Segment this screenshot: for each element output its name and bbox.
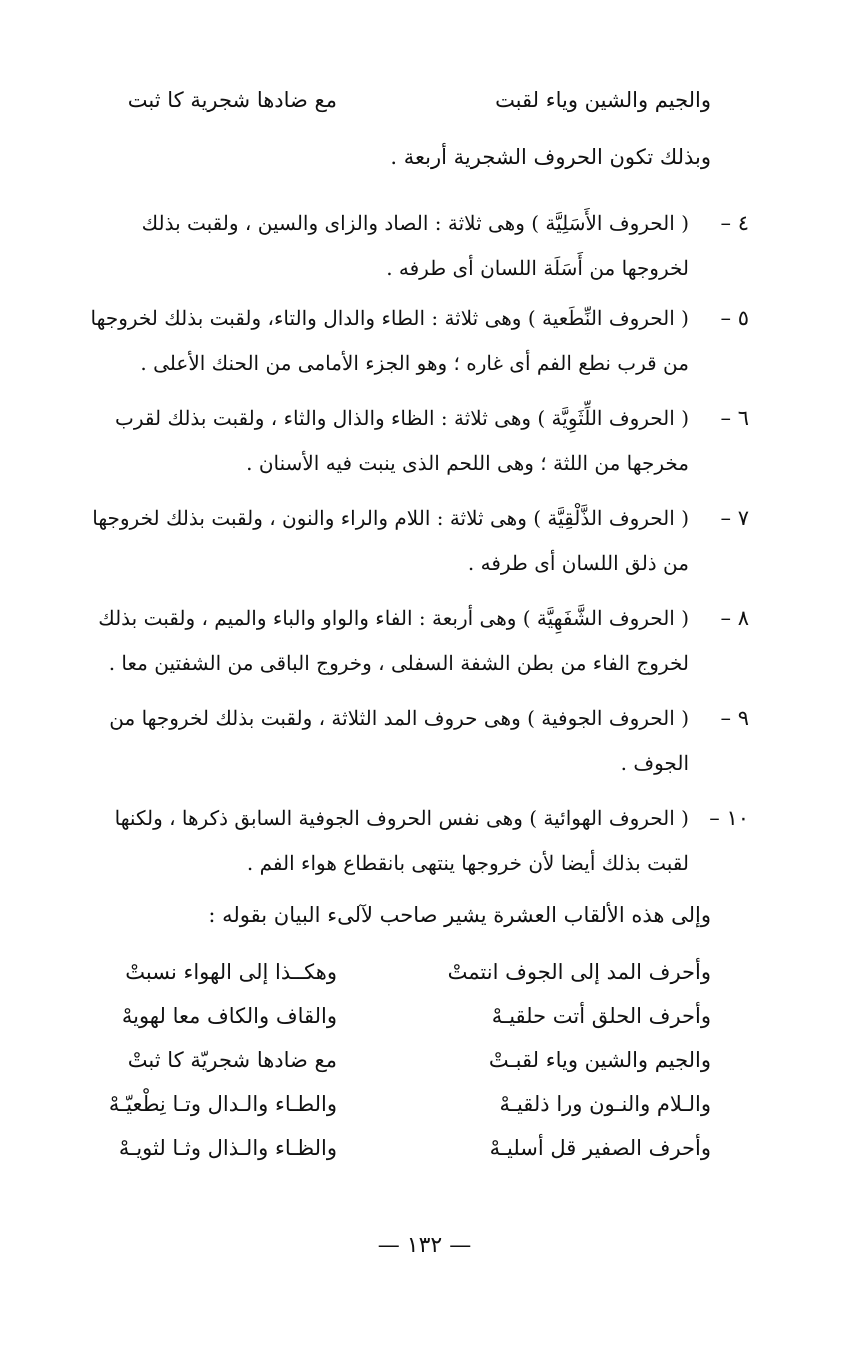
item-text: ( الحروف الهوائية ) وهى نفس الحروف الجوفية السابق ذكرها ، ولكنها [114,806,689,830]
item-text: ( الحروف الأَسَلِيَّة ) وهى ثلاثة : الصاد والزاى والسين ، ولقبت بذلك [141,211,689,235]
verse-second-hemistich: والقاف والكاف معا لهويهْ [121,1004,337,1028]
verse-first-hemistich: والجيم والشين وياء لقبـتْ [488,1048,711,1072]
verse-first-hemistich: والـلام والنـون ورا ذلقيـهْ [499,1092,711,1116]
item-continuation: لخروج الفاء من بطن الشفة السفلى ، وخروج الباقى من الشفتين معا . [108,651,689,675]
page-number: — ١٣٢ — [377,1233,472,1258]
intro-hemistich-1: والجيم والشين وياء لقبت [495,88,711,112]
verse-second-hemistich: وهكــذا إلى الهواء نسبتْ [125,960,337,984]
item-continuation: من قرب نطع الفم أى غاره ؛ وهو الجزء الأمامى من الحنك الأعلى . [140,351,689,375]
verse-row [0,1126,849,1170]
item-text: ( الحروف اللِّثَوِيَّة ) وهى ثلاثة : الظاء والذال والثاء ، ولقبت بذلك لقرب [115,406,689,430]
verse-second-hemistich: والطـاء والـدال وتـا نِطْعيّـهْ [108,1092,337,1116]
outro-text: وإلى هذه الألقاب العشرة يشير صاحب لآلىء البيان بقوله : [208,903,711,927]
item-number: ٦ – [720,406,749,430]
item-continuation: الجوف . [620,751,689,775]
item-number: ٥ – [720,306,749,330]
item-number: ٤ – [720,211,749,235]
item-continuation: مخرجها من اللثة ؛ وهى اللحم الذى ينبت فيه الأسنان . [246,451,689,475]
verse-row [0,994,849,1038]
item-number: ٩ – [720,706,749,730]
intro-summary-text: وبذلك تكون الحروف الشجرية أربعة . [390,145,711,169]
verse-first-hemistich: وأحرف الحلق أتت حلقيـهْ [491,1004,711,1028]
verse-row [0,1038,849,1082]
verse-first-hemistich: وأحرف الصفير قل أسليـهْ [489,1136,711,1160]
item-continuation: من ذلق اللسان أى طرفه . [467,551,689,575]
item-continuation: لخروجها من أَسَلَة اللسان أى طرفه . [386,256,689,280]
item-number: ١٠ – [709,806,749,830]
item-number: ٧ – [720,506,749,530]
item-text: ( الحروف الجوفية ) وهى حروف المد الثلاثة ، ولقبت بذلك لخروجها من [109,706,689,730]
item-text: ( الحروف النِّطَعية ) وهى ثلاثة : الطاء والدال والتاء، ولقبت بذلك لخروجها [90,306,689,330]
item-text: ( الحروف الشَّفَهِيَّة ) وهى أربعة : الفاء والواو والباء والميم ، ولقبت بذلك [98,606,689,630]
intro-summary [0,142,711,172]
verse-row [0,1082,849,1126]
verse-first-hemistich: وأحرف المد إلى الجوف انتمتْ [447,960,711,984]
verse-second-hemistich: والظـاء والـذال وثـا لثويـهْ [118,1136,337,1160]
intro-hemistich-2: مع ضادها شجرية كا ثبت [127,88,337,112]
item-text: ( الحروف الذَّلْقِيَّة ) وهى ثلاثة : اللام والراء والنون ، ولقبت بذلك لخروجها [92,506,689,530]
item-number: ٨ – [720,606,749,630]
verse-second-hemistich: مع ضادها شجريّة كا ثبتْ [127,1048,337,1072]
verse-row [0,950,849,994]
item-continuation: لقبت بذلك أيضا لأن خروجها ينتهى بانقطاع هواء الفم . [246,851,689,875]
